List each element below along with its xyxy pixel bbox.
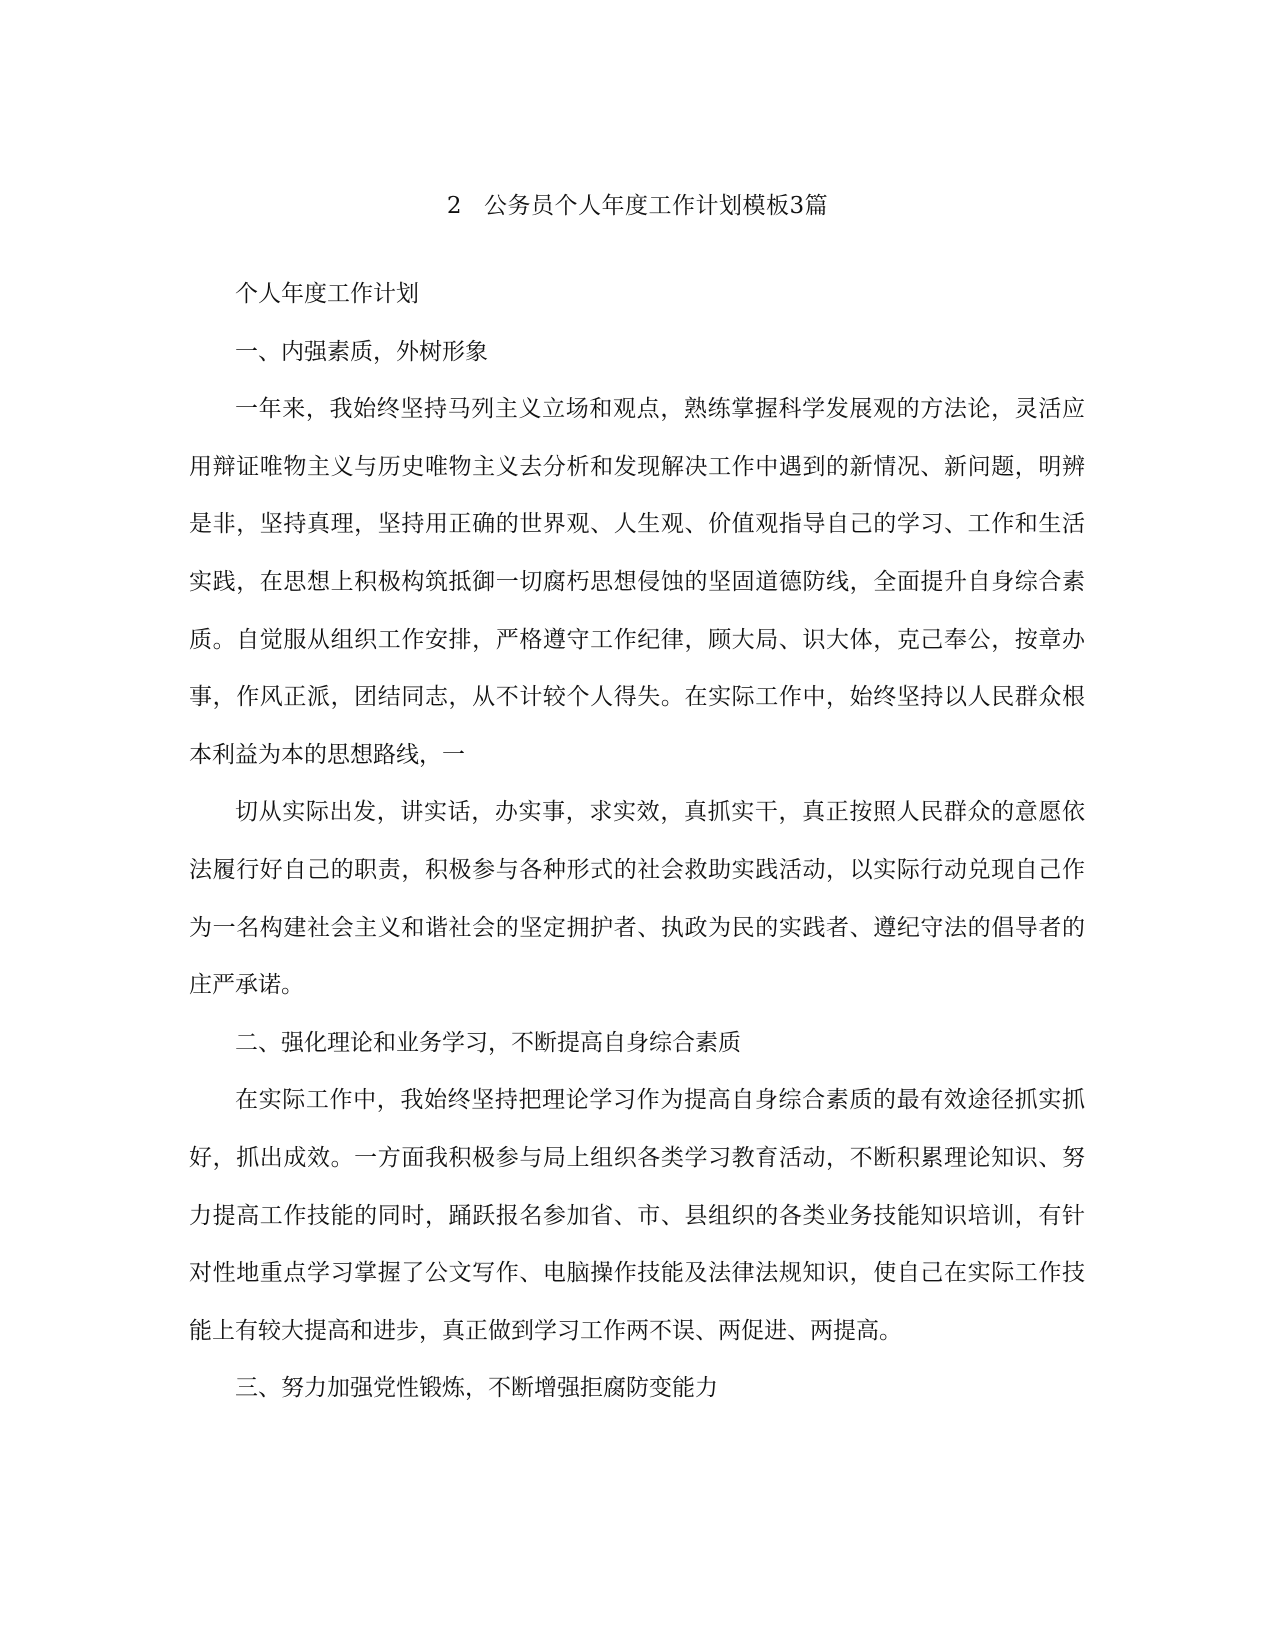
section-heading-1: 一、内强素质，外树形象 [235, 338, 488, 365]
body-paragraph: 在实际工作中，我始终坚持把理论学习作为提高自身综合素质的最有效途径抓实抓好，抓出成效。一方面我积极参与局上组织各类学习教育活动，不断积累理论知识、努力提高工作技能的同时，踊跃报名参加省、市、县组织的各类业务技能知识培训，有针对性地重点学习掌握了公文写作、电脑操作技能及法律法规知识，使自己在实际工作技能上有较大提高和进步，真正做到学习工作两不误、两促进、两提高。 [189, 1087, 1085, 1344]
body-paragraph: 切从实际出发，讲实话，办实事，求实效，真抓实干，真正按照人民群众的意愿依法履行好自己的职责，积极参与各种形式的社会救助实践活动，以实际行动兑现自己作为一名构建社会主义和谐社会的坚定拥护者、执政为民的实践者、遵纪守法的倡导者的庄严承诺。 [189, 799, 1085, 999]
body-paragraph: 一年来，我始终坚持马列主义立场和观点，熟练掌握科学发展观的方法论，灵活应用辩证唯物主义与历史唯物主义去分析和发现解决工作中遇到的新情况、新问题，明辨是非，坚持真理，坚持用正确的世界观、人生观、价值观指导自己的学习、工作和生活实践，在思想上积极构筑抵御一切腐朽思想侵蚀的坚固道德防线，全面提升自身综合素质。自觉服从组织工作安排，严格遵守工作纪律，顾大局、识大体，克己奉公，按章办事，作风正派，团结同志，从不计较个人得失。在实际工作中，始终坚持以人民群众根本利益为本的思想路线，一 [189, 396, 1085, 768]
subtitle-paragraph: 个人年度工作计划 [235, 281, 419, 307]
document-title [0, 190, 1275, 222]
section-heading-2: 二、强化理论和业务学习，不断提高自身综合素质 [235, 1029, 741, 1056]
document-body [189, 266, 1085, 1418]
title-text: 公务员个人年度工作计划模板3篇 [484, 193, 829, 219]
title-number: 2 [446, 193, 462, 219]
section-heading-3: 三、努力加强党性锻炼，不断增强拒腐防变能力 [235, 1375, 718, 1402]
